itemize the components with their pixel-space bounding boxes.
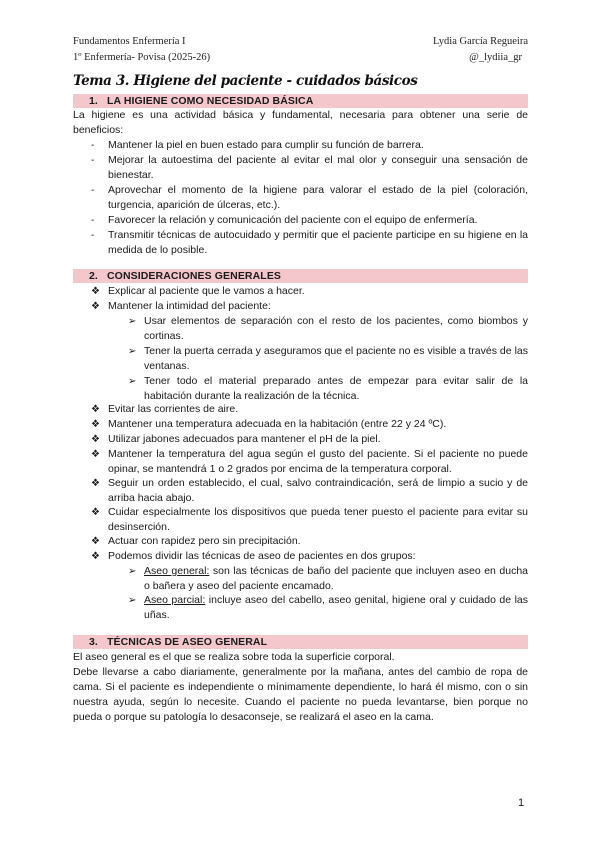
group-desc: incluye aseo del cabello, aseo genital, higiene oral y cuidado de las uñas. [144, 594, 528, 621]
section-number: 3. [89, 636, 98, 648]
list-item: Evitar las corrientes de aire. [108, 403, 239, 415]
list-item: Transmitir técnicas de autocuidado y permitir que el paciente participe en su higiene en la medida de lo posible. [108, 229, 528, 256]
arrow-bullet-icon: ➢ [128, 595, 137, 606]
diamond-bullet-icon: ❖ [91, 536, 100, 547]
list-item: Actuar con rapidez pero sin precipitación. [108, 535, 301, 547]
group-term: Aseo general: [144, 565, 210, 577]
section-number: 2. [89, 270, 98, 282]
author-handle: @_lydiia_gr [469, 52, 522, 63]
dash-bullet: - [91, 215, 95, 226]
list-item: Favorecer la relación y comunicación del paciente con el equipo de enfermería. [108, 214, 478, 226]
list-item: Seguir un orden establecido, el cual, salvo contraindicación, será de limpio a sucio y de arriba hacia abajo. [108, 477, 528, 504]
section-title: CONSIDERACIONES GENERALES [107, 270, 282, 282]
section-3-paragraph: Debe llevarse a cabo diariamente, generalmente por la mañana, antes del cambio de ropa de cama. Si el paciente es independiente o mínimamente dependiente, lo hará él mismo, con o sin nuestra ayuda, según lo necesite. Cuando el paciente no pueda levantarse, bien porque no pueda o porque su patología lo desaconseje, se realizará el aseo en la cama. [73, 666, 528, 723]
section-number: 1. [89, 95, 98, 107]
diamond-bullet-icon: ❖ [91, 301, 100, 312]
section-1-intro: La higiene es una actividad básica y fundamental, necesaria para obtener una serie de beneficios: [73, 109, 528, 136]
course-year: 1º Enfermería- Povisa (2025-26) [73, 52, 211, 63]
diamond-bullet-icon: ❖ [91, 507, 100, 518]
arrow-bullet-icon: ➢ [128, 566, 137, 577]
diamond-bullet-icon: ❖ [91, 419, 100, 430]
section-3-line: El aseo general es el que se realiza sobre toda la superficie corporal. [73, 651, 395, 663]
dash-bullet: - [91, 155, 95, 166]
sub-list-item: Tener todo el material preparado antes de empezar para evitar salir de la habitación durante la realización de la técnica. [144, 375, 528, 402]
sub-list-item: Usar elementos de separación con el resto de los pacientes, como biombos y cortinas. [144, 315, 528, 342]
arrow-bullet-icon: ➢ [128, 316, 137, 327]
dash-bullet: - [91, 140, 95, 151]
arrow-bullet-icon: ➢ [128, 346, 137, 357]
page-number: 1 [518, 797, 525, 809]
section-title: LA HIGIENE COMO NECESIDAD BÁSICA [107, 95, 314, 107]
group-desc: son las técnicas de baño del paciente que incluyen aseo en ducha o bañera y aseo del paciente encamado. [144, 565, 528, 592]
list-item: Explicar al paciente que le vamos a hacer. [108, 285, 305, 297]
author-name: Lydia García Regueira [432, 36, 528, 47]
dash-bullet: - [91, 185, 95, 196]
page-title: Tema 3. Higiene del paciente - cuidados básicos [73, 73, 418, 89]
group-term: Aseo parcial: [144, 594, 206, 606]
list-item: Podemos dividir las técnicas de aseo de pacientes en dos grupos: [108, 550, 416, 562]
diamond-bullet-icon: ❖ [91, 286, 100, 297]
sub-list-item: Tener la puerta cerrada y aseguramos que el paciente no es visible a través de las ventanas. [144, 345, 528, 372]
list-item: Mantener la piel en buen estado para cumplir su función de barrera. [108, 139, 424, 151]
list-item: Mantener una temperatura adecuada en la habitación (entre 22 y 24 ºC). [108, 418, 447, 430]
diamond-bullet-icon: ❖ [91, 478, 100, 489]
sub-list-item [144, 593, 528, 623]
diamond-bullet-icon: ❖ [91, 404, 100, 415]
list-item: Mantener la temperatura del agua según el gusto del paciente. Si el paciente no puede opinar, se mantendrá 1 o 2 grados por encima de la temperatura corporal. [108, 448, 528, 475]
course-name: Fundamentos Enfermería I [73, 36, 186, 47]
diamond-bullet-icon: ❖ [91, 449, 100, 460]
list-item: Aprovechar el momento de la higiene para valorar el estado de la piel (coloración, turgencia, aparición de úlceras, etc.). [108, 184, 528, 211]
section-1-heading [73, 94, 528, 108]
section-title: TÉCNICAS DE ASEO GENERAL [107, 636, 268, 648]
sub-list-item [144, 564, 528, 594]
diamond-bullet-icon: ❖ [91, 551, 100, 562]
list-item: Mejorar la autoestima del paciente al evitar el mal olor y conseguir una sensación de bienestar. [108, 154, 528, 181]
section-3-heading [73, 635, 528, 649]
list-item: Cuidar especialmente los dispositivos que pueda tener puesto el paciente para evitar su desinserción. [108, 506, 528, 533]
arrow-bullet-icon: ➢ [128, 376, 137, 387]
dash-bullet: - [91, 230, 95, 241]
list-item: Utilizar jabones adecuados para mantener el pH de la piel. [108, 433, 381, 445]
list-item: Mantener la intimidad del paciente: [108, 300, 271, 312]
section-2-heading [73, 269, 528, 283]
diamond-bullet-icon: ❖ [91, 434, 100, 445]
